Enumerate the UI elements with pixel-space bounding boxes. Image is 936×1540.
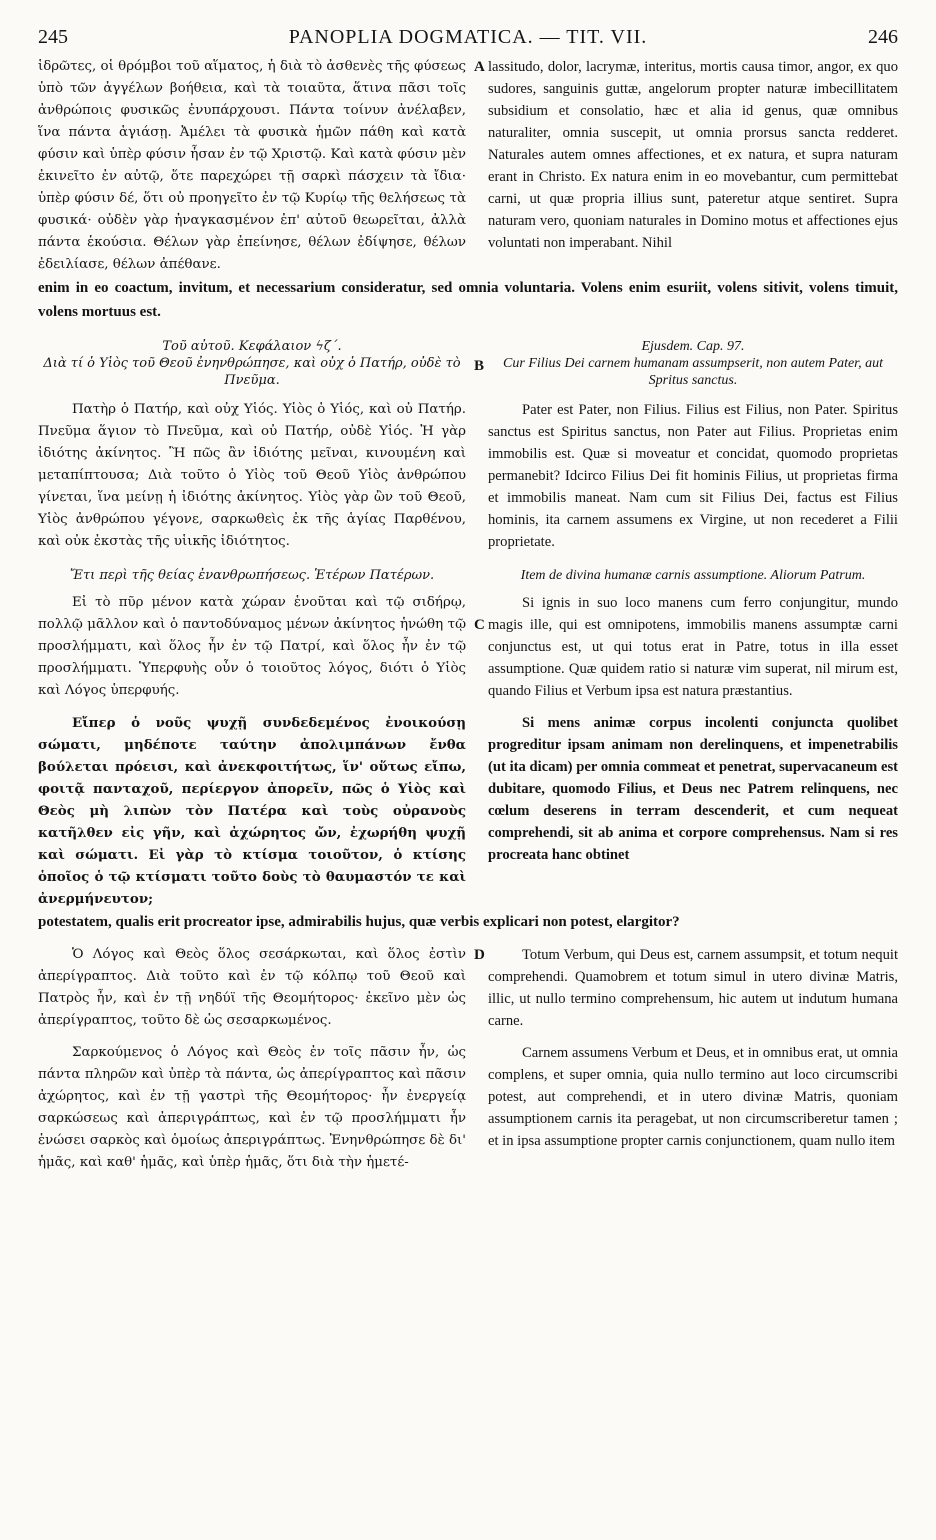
section-4b-columns <box>38 1042 898 1174</box>
greek-paragraph: ἱδρῶτες, οἱ θρόμβοι τοῦ αἵματος, ἡ διὰ τὸ ἀσθενὲς τῆς φύσεως ὑπὸ τῶν ἀγγέλων βοήθεια, καὶ τὰ τοιαῦτα, ἅτινα πᾶσι τοῖς ἀνθρώποις φυσικῶς ἐνυπάρχουσι. Πάντα τοίνυν ἀνέλαβεν, ἵνα πάντα ἁγιάσῃ. Ἀμέλει τὰ φυσικὰ ἡμῶν πάθη καὶ κατὰ φύσιν καὶ ὑπὲρ φύσιν ἦσαν ἐν τῷ Χριστῷ. Καὶ κατὰ φύσιν μὲν ἐκινεῖτο ἐν αὐτῷ, ὅτε παρεχώρει τῇ σαρκὶ πάσχειν τὰ ἴδια· ὑπὲρ φύσιν δέ, ὅτι οὐ προηγεῖτο ἐν τῷ Κυρίῳ τῆς θελήσεως τὰ φυσικά· οὐδὲν γὰρ ἠναγκασμένον ἐπ' αὐτοῦ θεωρεῖται, ἀλλὰ πάντα ἑκούσια. Θέλων γὰρ ἐπείνησε, θέλων ἐδίψησε, θέλων ἐδειλίασε, θέλων ἀπέθανε. <box>38 59 466 272</box>
latin-section-heading: Item de divina humanæ carnis assumptione. Aliorum Patrum. <box>520 568 866 583</box>
greek-paragraph: Σαρκούμενος ὁ Λόγος καὶ Θεὸς ἐν τοῖς πᾶσιν ἦν, ὡς πάντα πληρῶν καὶ ὑπὲρ τὰ πάντα, ὡς ἀπερίγραπτος καὶ πᾶσιν ἀχώρητος, καὶ ἐν τῇ γαστρὶ τῆς Θεομήτορος· ἦν ἐνεργείᾳ σαρκώσεως καὶ ἀπεριγράπτως, καὶ ἐν τῷ προσλήμματι ἦν ἑνώσει σαρκὸς καὶ ὁμοίως ἀπεριγράπτως. Ἐνηνθρώπησε δὲ δι' ἡμᾶς, καὶ καθ' ἡμᾶς, καὶ ὑπὲρ ἡμᾶς, ὅτι διὰ τὴν ἡμετέ- <box>38 1045 466 1170</box>
aliorum-patrum-headings <box>38 567 898 584</box>
margin-marker-c: C <box>474 617 485 633</box>
greek-paragraph: Ὁ Λόγος καὶ Θεὸς ὅλος σεσάρκωται, καὶ ὅλος ἐστὶν ἀπερίγραπτος. Διὰ τοῦτο καὶ ἐν τῷ κόλπῳ τοῦ Θεοῦ καὶ Πατρὸς ἦν, καὶ ἐν τῇ νηδύϊ τῆς Θεομήτορος· ἐκεῖνο μὲν ὡς ἀπερίγραπτος, τοῦτο δὲ ὡς σεσαρκωμένος. <box>38 947 466 1028</box>
latin-chapter-number: Ejusdem. Cap. 97. <box>641 339 745 354</box>
latin-column <box>488 592 898 702</box>
greek-column <box>38 944 466 1032</box>
running-title: PANOPLIA DOGMATICA. — TIT. VII. <box>288 26 648 48</box>
greek-paragraph: Πατὴρ ὁ Πατήρ, καὶ οὐχ Υἱός. Υἱὸς ὁ Υἱός, καὶ οὐ Πατήρ. Πνεῦμα ἅγιον τὸ Πνεῦμα, καὶ οὐ Πατήρ, οὐδὲ Υἱός. Ἡ γὰρ ἰδιότης ἀκίνητος. Ἢ πῶς ἂν ἰδιότης μεῖναι, κινουμένη καὶ μεταπίπτουσα; Διὰ τοῦτο ὁ Υἱὸς τοῦ Θεοῦ Υἱὸς ἀνθρώπου γίνεται, ἵνα μείνῃ ἡ ἰδιότης ἀκίνητος. Υἱὸς γὰρ ὢν τοῦ Θεοῦ, Υἱὸς ἀνθρώπου γέγονε, σαρκωθεὶς ἐκ τῆς ἁγίας Παρθένου, καὶ οὐκ ἐκστὰς τῆς υἱικῆς ἰδιότητος. <box>38 402 466 549</box>
latin-column <box>488 56 898 254</box>
latin-column <box>488 399 898 553</box>
greek-chapter-number: Τοῦ αὐτοῦ. Κεφάλαιον ϟζ΄. <box>162 339 342 354</box>
latin-chapter-heading <box>488 338 898 389</box>
section-3a-columns <box>38 592 898 702</box>
greek-section-heading: Ἔτι περὶ τῆς θείας ἐνανθρωπήσεως. Ἑτέρων Πατέρων. <box>69 568 435 583</box>
section-2-columns <box>38 399 898 553</box>
latin-column <box>488 944 898 1032</box>
chapter-97-headings <box>38 338 898 389</box>
latin-paragraph: Si mens animæ corpus incolenti conjuncta quolibet progreditur ipsam animam non derelinquens, et impenetrabilis (ut ita dicam) per omnia commeat et penetrat, supervacaneum est dubitare, quomodo Filius, et Deus nec Patrem relinquens, nec cœlum deserens in terram descenderit, et cum nequeat comprehendi, sit ab anima et corpore comprehensus. Nam si res procreata hanc obtinet <box>488 715 898 863</box>
greek-paragraph: Εἰ τὸ πῦρ μένον κατὰ χώραν ἑνοῦται καὶ τῷ σιδήρῳ, πολλῷ μᾶλλον καὶ ὁ παντοδύναμος μένων ἀκίνητος ἡνώθη τῷ προσλήμματι, καὶ ὅλος ἦν ἐν τῷ Πατρί, καὶ ὅλος ἦν ἐν τῷ προσλήμματι. Ὑπερφυὴς οὖν ὁ τοιοῦτος λόγος, διότι ὁ Υἱὸς καὶ Λόγος ὑπερφυής. <box>38 595 466 698</box>
section-1-columns <box>38 56 898 276</box>
greek-column <box>38 56 466 276</box>
latin-paragraph: Totum Verbum, qui Deus est, carnem assumpsit, et totum nequit comprehendi. Quamobrem et totum simul in utero divinæ Matris, illic, ut nullo termino comprehensum, hic autem ut indutum humana carne. <box>488 947 898 1029</box>
latin-column <box>488 712 898 866</box>
margin-marker-a: A <box>474 59 485 75</box>
margin-marker-b: B <box>474 358 485 374</box>
full-width-latin-text: potestatem, qualis erit procreator ipse, admirabilis hujus, quæ verbis explicari non potest, elargitor? <box>38 914 680 930</box>
latin-column <box>488 1042 898 1152</box>
greek-chapter-heading <box>38 338 466 389</box>
greek-column <box>38 592 466 702</box>
full-width-latin-text: enim in eo coactum, invitum, et necessarium consideratur, sed omnia voluntaria. Volens enim esuriit, volens sitivit, volens timuit, volens mortuus est. <box>38 280 898 320</box>
latin-paragraph: Pater est Pater, non Filius. Filius est Filius, non Pater. Spiritus sanctus est Spiritus sanctus, non Pater aut Filius. Proprietas enim immobilis est. Quæ si moveatur et concidat, quomodo proprietas permanebit? Idcirco Filius Dei fit hominis Filius, ut proprietas firma et immobilis maneat. Nam cum sit Filius Dei, factus est Filius hominis, ita carnem assumens ex Virgine, ut non recederet a Filii proprietate. <box>488 402 898 550</box>
section-4a-columns <box>38 944 898 1032</box>
greek-paragraph: Εἴπερ ὁ νοῦς ψυχῇ συνδεδεμένος ἐνοικούσῃ σώματι, μηδέποτε ταύτην ἀπολιμπάνων ἔνθα βούλεται πρόεισι, καὶ ἀνεκφοιτήτως, ἵν' οὕτως εἴπω, φοιτᾷ πανταχοῦ, περίεργον ἀπορεῖν, πῶς ὁ Υἱὸς καὶ Θεὸς μὴ λιπὼν τὸν Πατέρα καὶ τοὺς οὐρανοὺς κατῆλθεν εἰς γῆν, καὶ ἀχώρητος ὤν, ἐχωρήθη ψυχῇ καὶ σώματι. Εἰ γὰρ τὸ κτίσμα τοιοῦτον, ὁ κτίσης ὁποῖος ὁ τῷ κτίσματι τοῦτο δοὺς τὸ θαυμαστόν τε καὶ ἀνερμήνευτον; <box>38 715 466 907</box>
running-header <box>38 26 898 56</box>
latin-paragraph: Si ignis in suo loco manens cum ferro conjungitur, mundo magis ille, qui est omnipotens, immobilis manens assumptæ carni conjunctus est, ut qui totus erat in Patre, totus in illa esset assumptione. Quæ quidem ratio si naturæ vim superat, nil mirum est, quando Filius et Verbum ipsa est natura præstantius. <box>488 595 898 699</box>
left-page-number: 245 <box>38 26 68 48</box>
greek-column <box>38 399 466 553</box>
latin-chapter-title: Cur Filius Dei carnem humanam assumpserit, non autem Pater, aut Spritus sanctus. <box>503 356 883 388</box>
margin-marker-d: D <box>474 947 485 963</box>
greek-column <box>38 1042 466 1174</box>
latin-paragraph: lassitudo, dolor, lacrymæ, interitus, mortis causa timor, angor, ex quo sudores, sanguinis guttæ, angelorum propter naturæ imbecillitatem subsidium et consolatio, hæc et alia id genus, quæ omnibus naturaliter, omnia suscepit, ut omnia prorsus sancta redderet. Naturales autem omnes affectiones, et ex natura, et supra naturam erant in Christo. Ex natura enim in eo movebantur, cum permittebat carni, ut quæ propria illius sunt, pateretur atque sentiret. Supra naturam vero, quoniam naturales in Domino motus et affectiones ejus voluntati non imperabant. Nihil <box>488 59 898 251</box>
greek-column <box>38 712 466 910</box>
section-3b-columns <box>38 712 898 910</box>
latin-paragraph: Carnem assumens Verbum et Deus, et in omnibus erat, ut omnia complens, et super omnia, quia nullo termino aut loco circumscribi potest, aut comprehendi, et in utero divinæ Matris, quoniam assumptionem carnis ita peragebat, ut non circumscriberetur tamen ; et in ipsa assumptione propter carnis conjunctionem, quam nullo item <box>488 1045 898 1149</box>
right-page-number: 246 <box>867 26 898 48</box>
greek-chapter-title: Διὰ τί ὁ Υἱὸς τοῦ Θεοῦ ἐνηνθρώπησε, καὶ οὐχ ὁ Πατήρ, οὐδὲ τὸ Πνεῦμα. <box>43 356 461 388</box>
